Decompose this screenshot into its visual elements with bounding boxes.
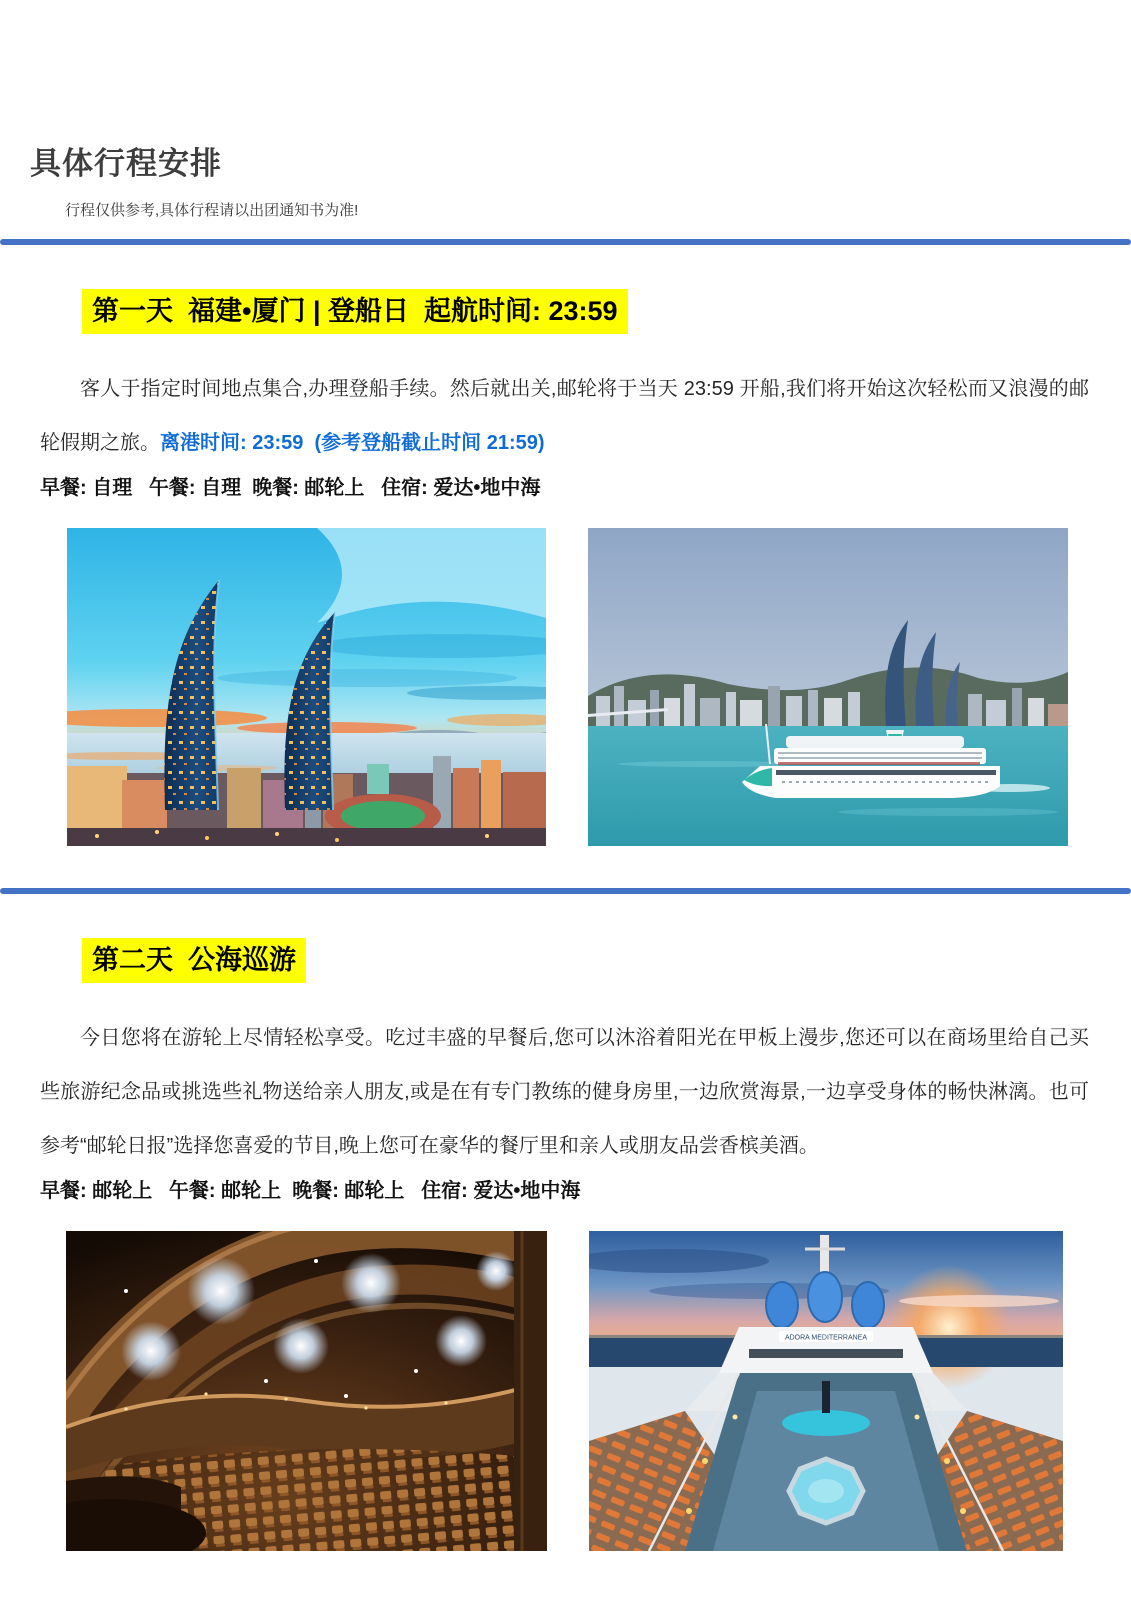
deck [589, 1373, 1063, 1551]
page-title: 具体行程安排 [30, 146, 222, 181]
day1-photo-row [67, 528, 1131, 846]
day2-paragraph-text: 今日您将在游轮上尽情轻松享受。吃过丰盛的早餐后,您可以沐浴着阳光在甲板上漫步,您还可以在商场里给自己买些旅游纪念品或挑选些礼物送给亲人朋友,或是在有专门教练的健身房里,一边欣赏海景,一边享受身体的畅快淋漓。也可参考“邮轮日报”选择您喜爱的节目,晚上您可在豪华的餐厅里和亲人或朋友品尝香槟美酒。 [40, 1027, 1089, 1157]
page-subtitle: 行程仅供参考,具体行程请以出团通知书为准! [65, 202, 359, 219]
day2-heading: 第二天 公海巡游 [82, 938, 306, 983]
day1-section [0, 245, 1131, 846]
day2-paragraph [40, 1011, 1089, 1173]
day2-section [0, 894, 1131, 1551]
day1-heading: 第一天 福建•厦门 | 登船日 起航时间: 23:59 [82, 289, 628, 334]
ship-name-label: ADORA MEDITERRANEA [784, 1334, 868, 1342]
day1-departure-note: 离港时间: 23:59 (参考登船截止时间 21:59) [160, 432, 545, 454]
day2-photo-row [66, 1231, 1131, 1551]
photo-cruise-theater [66, 1231, 547, 1551]
photo-cruise-ship [588, 528, 1068, 846]
wood-pillar [514, 1231, 547, 1551]
photo-xiamen-towers [67, 528, 546, 846]
day1-paragraph [40, 362, 1089, 470]
photo-cruise-deck [589, 1231, 1063, 1551]
day2-meals-line: 早餐: 邮轮上 午餐: 邮轮上 晚餐: 邮轮上 住宿: 爱达•地中海 [40, 1180, 581, 1202]
day1-meals-line: 早餐: 自理 午餐: 自理 晚餐: 邮轮上 住宿: 爱达•地中海 [40, 477, 541, 499]
day1-paragraph-text: 客人于指定时间地点集合,办理登船手续。然后就出关,邮轮将于当天 23:59 开船,我们将开始这次轻松而又浪漫的邮轮假期之旅。 [40, 378, 1089, 454]
